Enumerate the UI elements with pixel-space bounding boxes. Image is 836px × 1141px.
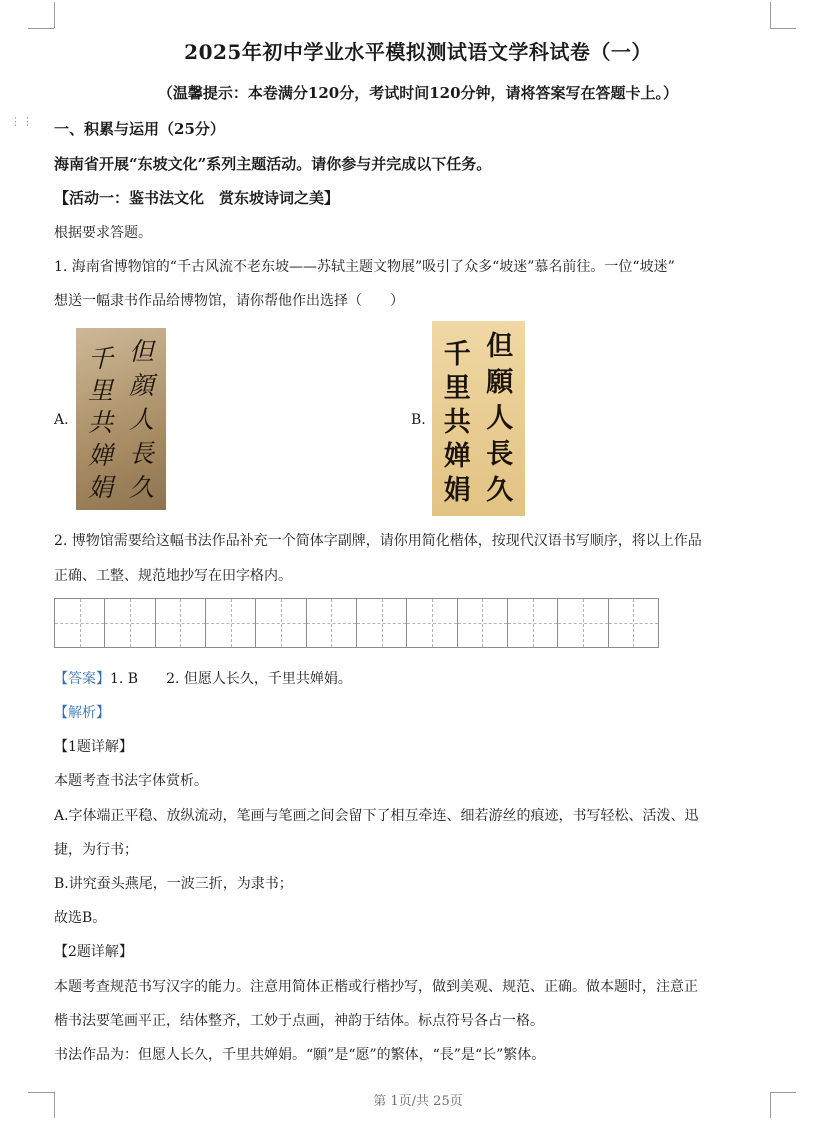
- detail-1-text: B.讲究蚕头燕尾，一波三折，为隶书；: [54, 876, 293, 892]
- tianzige-cell[interactable]: [55, 599, 105, 647]
- section-heading: 一、积累与运用（25分）: [54, 120, 225, 138]
- crop-mark: [28, 28, 54, 29]
- instruction-text: 根据要求答题。: [54, 225, 152, 241]
- detail-2-text: 本题考查规范书写汉字的能力。注意用简体正楷或行楷抄写，做到美观、规范、正确。做本题时，注意正: [54, 979, 698, 995]
- calligraphy-char: 人: [128, 404, 154, 434]
- activity-heading: 【活动一：鉴书法文化 赏东坡诗词之美】: [54, 189, 340, 207]
- tianzige-cell[interactable]: [105, 599, 155, 647]
- tianzige-cell[interactable]: [256, 599, 306, 647]
- intro-text: 海南省开展“东坡文化”系列主题活动。请你参与并完成以下任务。: [54, 155, 492, 173]
- tianzige-grid[interactable]: [54, 598, 659, 648]
- calligraphy-char: 千: [443, 338, 471, 370]
- tianzige-cell[interactable]: [458, 599, 508, 647]
- crop-mark: [770, 28, 796, 29]
- tianzige-cell[interactable]: [558, 599, 608, 647]
- crop-mark: [54, 2, 55, 28]
- question-2-line-1: 2. 博物馆需要给这幅书法作品补充一个简体字副牌，请你用简化楷体，按现代汉语书写顺序，将以上作品: [54, 533, 702, 549]
- calligraphy-char: 但: [486, 331, 514, 363]
- calligraphy-column: [129, 334, 154, 504]
- detail-1-tag: 【1题详解】: [54, 739, 133, 755]
- calligraphy-char: 久: [486, 474, 514, 506]
- calligraphy-char: 顔: [128, 370, 154, 400]
- calligraphy-char: 共: [87, 408, 113, 438]
- detail-1-text: 本题考查书法字体赏析。: [54, 773, 208, 789]
- question-2-line-2: 正确、工整、规范地抄写在田字格内。: [54, 568, 292, 584]
- calligraphy-char: 里: [443, 372, 471, 404]
- calligraphy-column: [444, 329, 471, 508]
- calligraphy-char: 但: [128, 336, 154, 366]
- tianzige-cell[interactable]: [357, 599, 407, 647]
- calligraphy-char: 共: [443, 406, 471, 438]
- option-b-label: B.: [411, 412, 426, 428]
- calligraphy-image-a: [76, 328, 166, 510]
- detail-2-text: 书法作品为：但愿人长久，千里共婵娟。“願”是“愿”的繁体，“長”是“长”繁体。: [54, 1047, 546, 1063]
- page-footer: 第 1页/共 25页: [373, 1094, 463, 1109]
- question-1-line-1: 1. 海南省博物馆的“千古风流不老东坡——苏轼主题文物展”吸引了众多“坡迷”慕名前往。一位“坡迷”: [54, 259, 675, 275]
- page-subtitle: （温馨提示：本卷满分120分，考试时间120分钟，请将答案写在答题卡上。）: [157, 84, 679, 102]
- detail-1-text: 故选B。: [54, 910, 107, 926]
- detail-2-tag: 【2题详解】: [54, 944, 133, 960]
- calligraphy-column: [88, 334, 113, 504]
- tianzige-cell[interactable]: [508, 599, 558, 647]
- calligraphy-char: 娟: [443, 475, 471, 507]
- question-1-line-2: 想送一幅隶书作品给博物馆，请你帮他作出选择（ ）: [54, 293, 404, 309]
- analysis-tag: 【解析】: [54, 705, 110, 721]
- calligraphy-char: 願: [486, 367, 514, 399]
- crop-mark: [770, 2, 771, 28]
- detail-1-text: A.字体端正平稳、放纵流动，笔画与笔画之间会留下了相互牵连、细若游丝的痕迹，书写轻松、活泼、迅: [54, 808, 699, 824]
- calligraphy-char: 千: [87, 343, 113, 373]
- calligraphy-char: 婵: [443, 441, 471, 473]
- drag-handle-icon[interactable]: ⋮⋮: [10, 115, 34, 128]
- tianzige-cell[interactable]: [156, 599, 206, 647]
- tianzige-cell[interactable]: [206, 599, 256, 647]
- answer-tag: 【答案】: [54, 671, 110, 687]
- detail-2-text: 楷书法要笔画平正，结体整齐，工妙于点画，神韵于结体。标点符号各占一格。: [54, 1013, 544, 1029]
- calligraphy-column: [486, 329, 513, 508]
- calligraphy-char: 人: [486, 402, 514, 434]
- tianzige-cell[interactable]: [407, 599, 457, 647]
- calligraphy-char: 娟: [87, 473, 113, 503]
- answer-line: [54, 668, 352, 688]
- answer-text: 1. B 2. 但愿人长久，千里共婵娟。: [110, 671, 352, 687]
- tianzige-cell[interactable]: [609, 599, 658, 647]
- page-title: 2025年初中学业水平模拟测试语文学科试卷（一）: [184, 40, 652, 64]
- calligraphy-char: 里: [87, 376, 113, 406]
- calligraphy-char: 長: [486, 438, 514, 470]
- option-a-label: A.: [54, 412, 69, 428]
- detail-1-text: 捷，为行书；: [54, 842, 138, 858]
- calligraphy-char: 長: [128, 438, 154, 468]
- calligraphy-char: 久: [128, 472, 154, 502]
- tianzige-cell[interactable]: [307, 599, 357, 647]
- calligraphy-char: 婵: [87, 440, 113, 470]
- calligraphy-image-b: [432, 321, 525, 516]
